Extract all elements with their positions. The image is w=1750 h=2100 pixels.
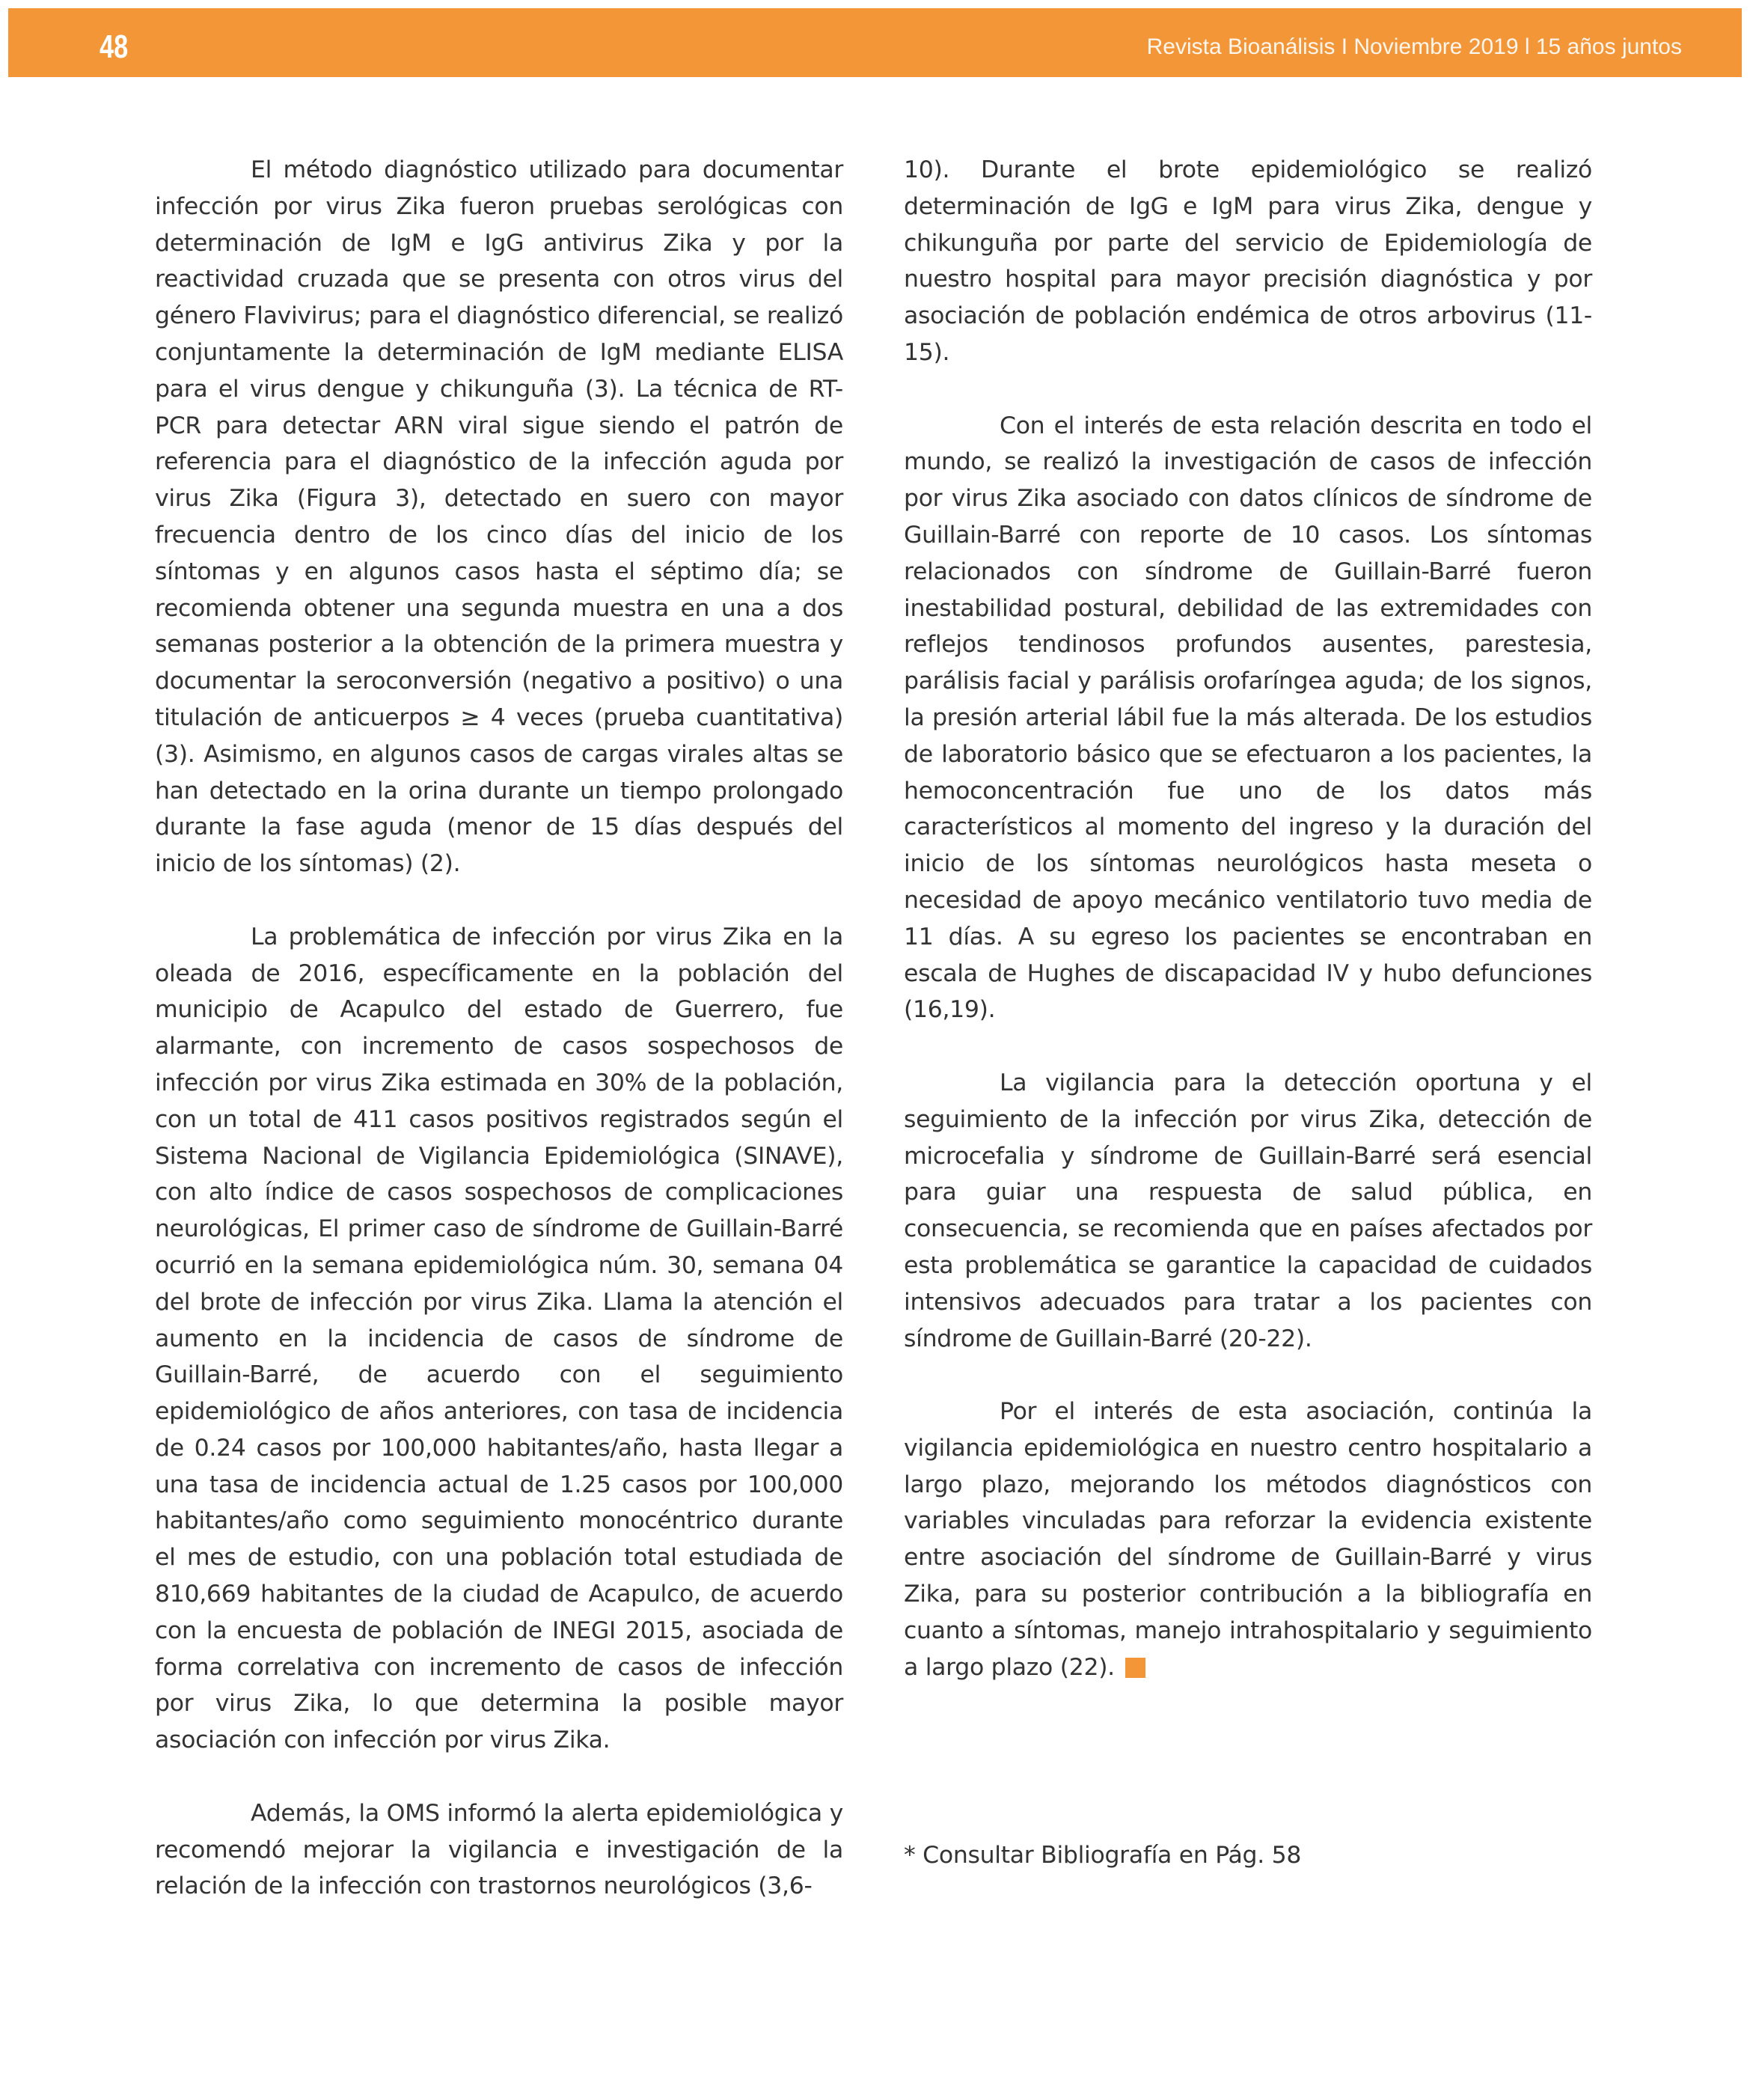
paragraph: 10). Durante el brote epidemiológico se realizó determinación de IgG e IgM para virus Zika, dengue y chikunguña por parte del servicio de Epidemiología de nuestro hospital para mayor precisión diagnóstica y por asociación de población endémica de otros arbovirus (11-15). [904, 156, 1592, 366]
right-column [904, 152, 1592, 1722]
bibliography-footnote: * Consultar Bibliografía en Pág. 58 [904, 1842, 1302, 1869]
end-of-article-square-icon [1125, 1658, 1145, 1678]
final-paragraph [904, 1394, 1592, 1685]
paragraph: La vigilancia para la detección oportuna y el seguimiento de la infección por virus Zika, detección de microcefalia y síndrome de Guillain-Barré será esencial para guiar una respuesta de salud pública, en consecuencia, se recomienda que en países afectados por esta problemática se garantice la capacidad de cuidados intensivos adecuados para tratar a los pacientes con síndrome de Guillain-Barré (20-22). [904, 1069, 1592, 1352]
paragraph: La problemática de infección por virus Zika en la oleada de 2016, específicamente en la población del municipio de Acapulco del estado de Guerrero, fue alarmante, con incremento de casos sospechosos de infección por virus Zika estimada en 30% de la población, con un total de 411 casos positivos registrados según el Sistema Nacional de Vigilancia Epidemiológica (SINAVE), con alto índice de casos sospechosos de complicaciones neurológicas, El primer caso de síndrome de Guillain-Barré ocurrió en la semana epidemiológica núm. 30, semana 04 del brote de infección por virus Zika. Llama la atención el aumento en la incidencia de casos de síndrome de Guillain-Barré, de acuerdo con el seguimiento epidemiológico de años anteriores, con tasa de incidencia de 0.24 casos por 100,000 habitantes/año, hasta llegar a una tasa de incidencia actual de 1.25 casos por 100,000 habitantes/año como seguimiento monocéntrico durante el mes de estudio, con una población total estudiada de 810,669 habitantes de la ciudad de Acapulco, de acuerdo con la encuesta de población de INEGI 2015, asociada de forma correlativa con incremento de casos de infección por virus Zika, lo que determina la posible mayor asociación con infección por virus Zika. [155, 923, 843, 1754]
page-number: 48 [100, 28, 129, 65]
paragraph: El método diagnóstico utilizado para documentar infección por virus Zika fueron pruebas serológicas con determinación de IgM e IgG antivirus Zika y por la reactividad cruzada que se presenta con otros virus del género Flavivirus; para el diagnóstico diferencial, se realizó conjuntamente la determinación de IgM mediante ELISA para el virus dengue y chikunguña (3). La técnica de RT-PCR para detectar ARN viral sigue siendo el patrón de referencia para el diagnóstico de la infección aguda por virus Zika (Figura 3), detectado en suero con mayor frecuencia dentro de los cinco días del inicio de los síntomas y en algunos casos hasta el séptimo día; se recomienda obtener una segunda muestra en una a dos semanas posterior a la obtención de la primera muestra y documentar la seroconversión (negativo a positivo) o una titulación de anticuerpos ≥ 4 veces (prueba cuantitativa)(3). Asimismo, en algunos casos de cargas virales altas se han detectado en la orina durante un tiempo prolongado durante la fase aguda (menor de 15 días después del inicio de los síntomas) (2). [155, 156, 843, 878]
final-paragraph-text: Por el interés de esta asociación, continúa la vigilancia epidemiológica en nuestro centro hospitalario a largo plazo, mejorando los métodos diagnósticos con variables vinculadas para reforzar la evidencia existente entre asociación del síndrome de Guillain-Barré y virus Zika, para su posterior contribución a la bibliografía en cuanto a síntomas, manejo intrahospitalario y seguimiento a largo plazo (22). [904, 1398, 1592, 1681]
paragraph: Con el interés de esta relación descrita en todo el mundo, se realizó la investigación de casos de infección por virus Zika asociado con datos clínicos de síndrome de Guillain-Barré con reporte de 10 casos. Los síntomas relacionados con síndrome de Guillain-Barré fueron inestabilidad postural, debilidad de las extremidades con reflejos tendinosos profundos ausentes, parestesia, parálisis facial y parálisis orofaríngea aguda; de los signos, la presión arterial lábil fue la más alterada. De los estudios de laboratorio básico que se efectuaron a los pacientes, la hemoconcentración fue uno de los datos más característicos al momento del ingreso y la duración del inicio de los síntomas neurológicos hasta meseta o necesidad de apoyo mecánico ventilatorio tuvo media de 11 días. A su egreso los pacientes se encontraban en escala de Hughes de discapacidad IV y hubo defunciones (16,19). [904, 412, 1592, 1024]
left-column [155, 152, 843, 1941]
paragraph: Además, la OMS informó la alerta epidemiológica y recomendó mejorar la vigilancia e investigación de la relación de la infección con trastornos neurológicos (3,6- [155, 1799, 843, 1900]
journal-title: Revista Bioanálisis I Noviembre 2019 l 15 años juntos [1146, 34, 1682, 59]
page-header [8, 8, 1742, 77]
